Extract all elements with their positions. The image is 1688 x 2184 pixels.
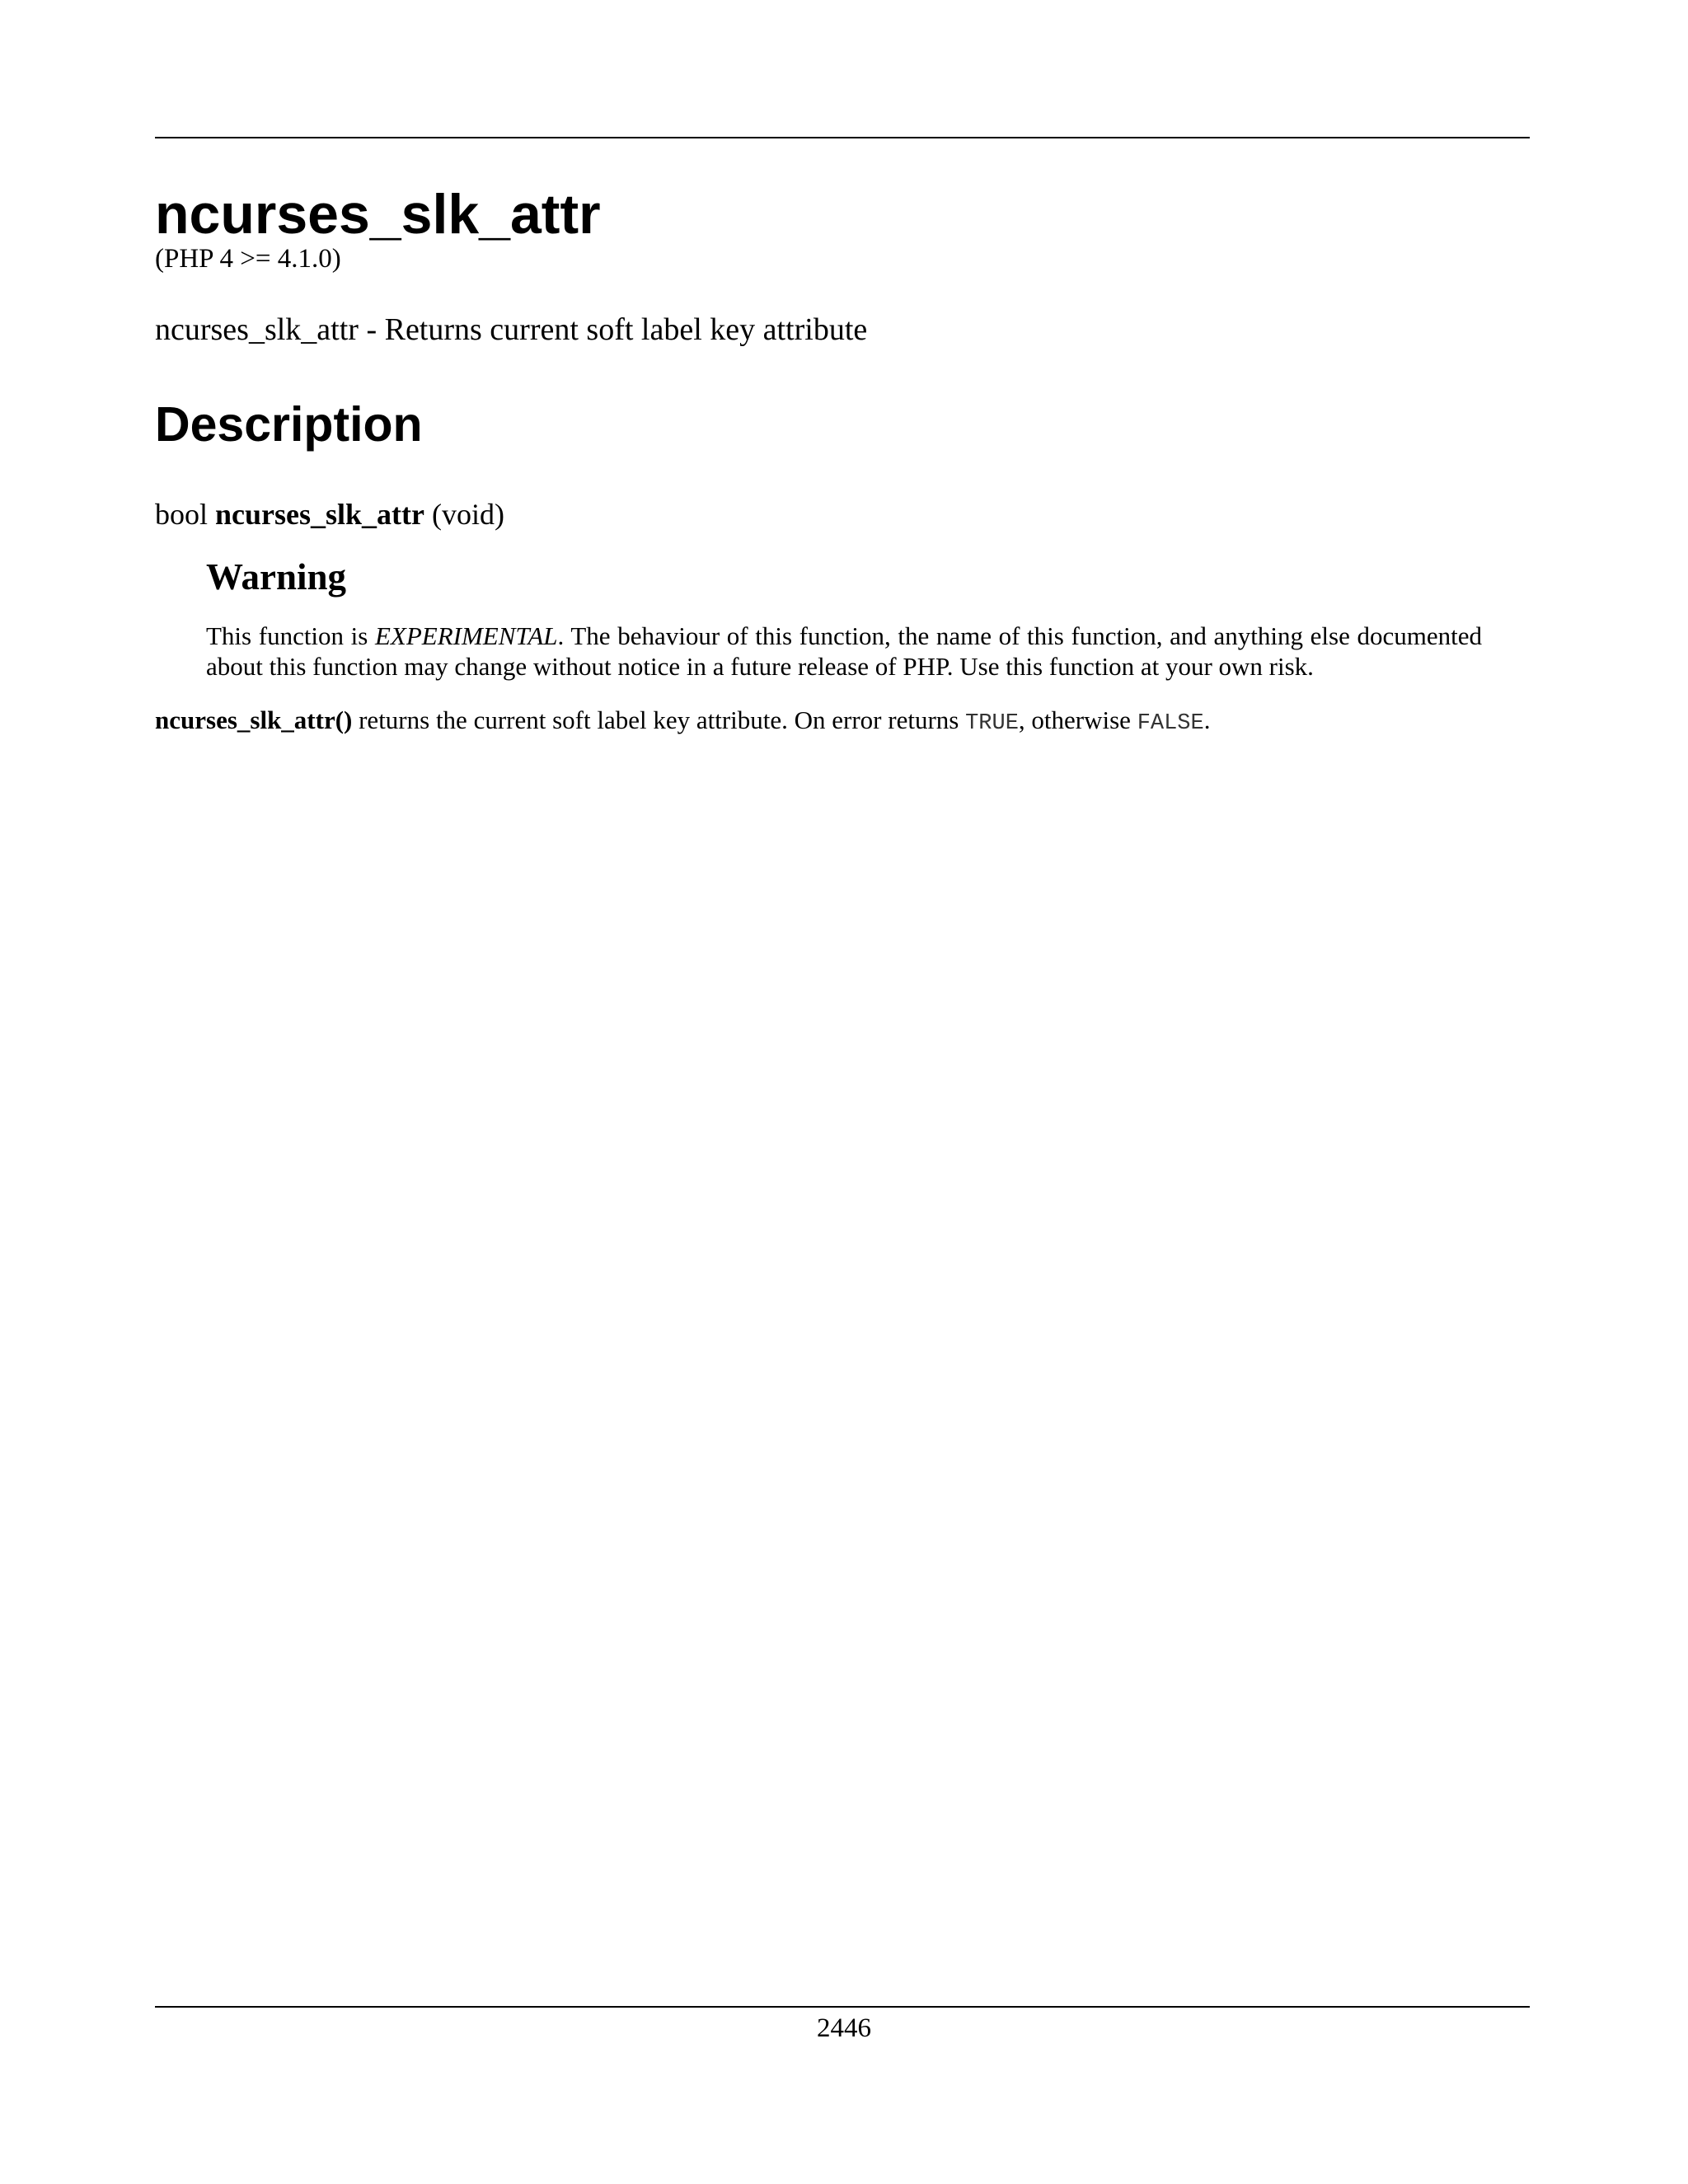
synopsis-params: (void)	[424, 497, 504, 531]
para-text-2: , otherwise	[1018, 705, 1137, 735]
para-text-1: returns the current soft label key attribute. On error returns	[352, 705, 966, 735]
para-text-3: .	[1203, 705, 1211, 735]
function-synopsis	[155, 497, 1530, 532]
warning-emphasis: EXPERIMENTAL	[374, 621, 558, 651]
version-info: (PHP 4 >= 4.1.0)	[155, 244, 341, 274]
warning-text	[206, 621, 1482, 682]
description-heading: Description	[155, 396, 423, 452]
warning-text-after: . The behaviour of this function, the name of this function, and anything else documented about this function may change without notice in a future release of PHP. Use this function at your own risk.	[206, 621, 1482, 682]
return-description	[155, 705, 1530, 737]
constant-true: TRUE	[965, 711, 1019, 737]
synopsis-function-name: ncurses_slk_attr	[215, 497, 425, 531]
page-content	[155, 183, 1530, 738]
constant-false: FALSE	[1137, 711, 1204, 737]
function-reference: ncurses_slk_attr()	[155, 705, 353, 735]
page-number: 2446	[817, 2013, 871, 2043]
warning-text-before: This function is	[206, 621, 375, 651]
header-rule	[155, 137, 1530, 138]
warning-block	[206, 557, 1482, 682]
return-type: bool	[155, 497, 216, 531]
warning-title: Warning	[206, 555, 347, 598]
footer-rule	[155, 2006, 1530, 2008]
function-title: ncurses_slk_attr	[155, 183, 601, 246]
function-purpose: ncurses_slk_attr - Returns current soft label key attribute	[155, 312, 868, 347]
